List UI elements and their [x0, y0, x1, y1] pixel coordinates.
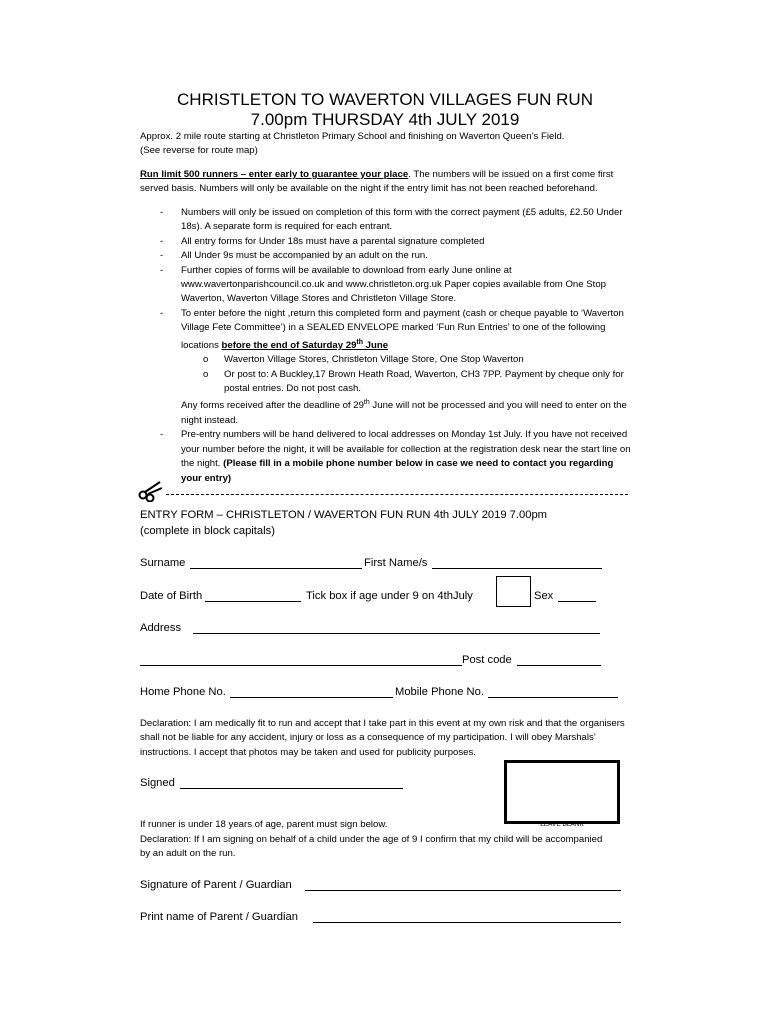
location-item: o Waverton Village Stores, Christleton Village Store, One Stop Waverton: [203, 354, 524, 366]
sex-field[interactable]: [558, 590, 596, 602]
postcode-field[interactable]: [517, 654, 601, 666]
parent-print-name-label: Print name of Parent / Guardian: [140, 911, 298, 923]
page-title: CHRISTLETON TO WAVERTON VILLAGES FUN RUN: [177, 90, 593, 109]
event-date-title: 7.00pm THURSDAY 4th JULY 2019: [250, 110, 520, 129]
home-phone-field[interactable]: [230, 686, 393, 698]
mobile-request-text: (Please fill in a mobile phone number below in case we need to contact you regarding your entry): [181, 458, 614, 484]
late-entry-note: Any forms received after the deadline of 29th June will not be processed and you will need to enter on the night instead.: [181, 399, 627, 427]
route-intro: [140, 130, 630, 159]
home-phone-label: Home Phone No.: [140, 686, 226, 698]
location-item: o Or post to: A Buckley,17 Brown Heath Road, Waverton, CH3 7PP. Payment by cheque only for postal entries. Do not post cash.: [203, 368, 624, 395]
route-map-note: (See reverse for route map): [140, 145, 258, 157]
under9-checkbox[interactable]: [496, 576, 531, 607]
dob-label: Date of Birth: [140, 590, 203, 602]
address-label: Address: [140, 622, 182, 634]
run-limit-paragraph: [140, 168, 630, 197]
form-heading: ENTRY FORM – CHRISTLETON / WAVERTON FUN RUN 4th JULY 2019 7.00pm: [140, 509, 548, 521]
list-item: - All entry forms for Under 18s must have a parental signature completed: [160, 235, 485, 247]
parent-print-name-field[interactable]: [313, 911, 621, 923]
firstname-field[interactable]: [432, 557, 602, 569]
dob-field[interactable]: [205, 590, 301, 602]
surname-field[interactable]: [190, 557, 362, 569]
child-declaration-text: Declaration: If I am signing on behalf of a child under the age of 9 I confirm that my child will be accompanied by an adult on the run.: [140, 834, 603, 860]
postcode-label: Post code: [462, 654, 512, 666]
mobile-phone-field[interactable]: [488, 686, 618, 698]
cut-line: [166, 494, 628, 495]
under9-label: Tick box if age under 9 on 4thJuly: [306, 590, 473, 602]
surname-label: Surname: [140, 557, 186, 569]
list-item: - All Under 9s must be accompanied by an adult on the run.: [160, 250, 428, 262]
list-item: - Further copies of forms will be available to download from early June online at www.wavertonparishcouncil.co.uk and www.christleton.org.uk Paper copies available from One Stop Waverton, Waverton Village Stores and Christleton Village Store.: [160, 264, 607, 305]
parent-signature-label: Signature of Parent / Guardian: [140, 879, 292, 891]
mobile-phone-label: Mobile Phone No.: [395, 686, 484, 698]
under18-note: If runner is under 18 years of age, parent must sign below.: [140, 819, 388, 830]
form-subheading: (complete in block capitals): [140, 525, 275, 537]
list-item: - Pre-entry numbers will be hand delivered to local addresses on Monday 1st July. If you have not received your number before the night, it will be available for collection at the registration desk near the start line on the night. (Please fill in a mobile phone number below in case we need to contact you regarding your entry): [160, 429, 631, 484]
scissors-icon: [138, 480, 164, 502]
declaration-text: Declaration: I am medically fit to run and accept that I take part in this event at my own risk and that the organisers shall not be liable for any accident, injury or loss as a consequence of my participation. I will obey Marshals’ instructions. I accept that photos may be taken and used for publicity purposes.: [140, 718, 625, 758]
leave-blank-label: LEAVE BLANK: [540, 821, 584, 828]
list-item: - Numbers will only be issued on completion of this form with the correct payment (£5 adults, £2.50 Under 18s). A separate form is required for each entrant.: [160, 207, 623, 233]
address-field-line2[interactable]: [140, 654, 462, 666]
signed-label: Signed: [140, 777, 175, 789]
deadline-text: before the end of Saturday 29th June: [221, 338, 389, 351]
run-limit-text: . The numbers will be issued on a first come first served basis. Numbers will only be available on the night if the entry limit has not been reached beforehand.: [140, 169, 614, 195]
run-limit-heading: Run limit 500 runners – enter early to guarantee your place: [140, 169, 409, 180]
signature-field[interactable]: [180, 777, 403, 789]
parent-signature-field[interactable]: [305, 879, 621, 891]
office-use-box: [504, 760, 620, 824]
address-field-line1[interactable]: [193, 622, 600, 634]
sex-label: Sex: [534, 590, 554, 602]
route-description: Approx. 2 mile route starting at Christleton Primary School and finishing on Waverton Queen’s Field.: [140, 131, 565, 142]
list-item: - To enter before the night ,return this completed form and payment (cash or cheque payable to ‘Waverton Village Fete Committee’) in a SEALED ENVELOPE marked ‘Fun Run Entries’ to one of the following locations before the end of Saturday 29th June o Waverton Village Stores, Christleton Village Store, One Stop Waverton o Or post to: A Buckley,17 Brown Heath Road, Waverton, CH3 7PP. Payment by cheque only for postal entries. Do not post cash. Any forms received after the deadline of 29th June will not be processed and you will need to enter on the night instead.: [140, 307, 632, 429]
rules-list: [140, 206, 632, 486]
firstname-label: First Name/s: [364, 557, 428, 569]
